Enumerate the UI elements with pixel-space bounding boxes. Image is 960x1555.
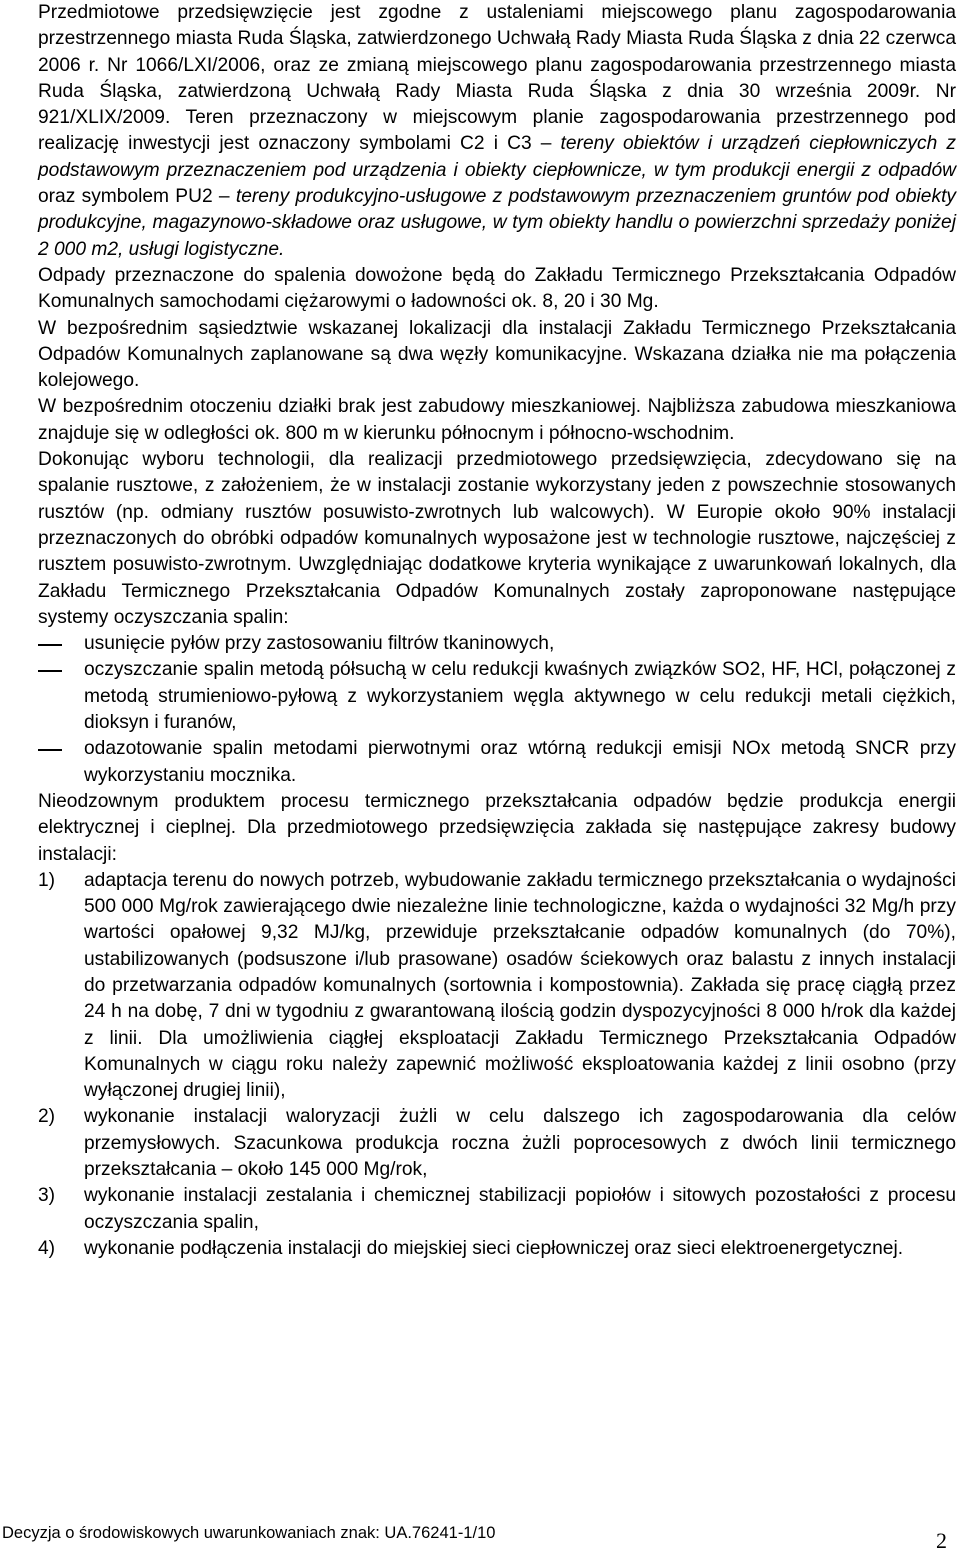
paragraph-residential-buildings: W bezpośrednim otoczeniu działki brak jest zabudowy mieszkaniowej. Najbliższa zabudowa mieszkaniowa znajduje się w odległości ok. 800 m w kierunku północnym i północno-wschodnim. [38,396,956,444]
dash-marker [38,644,62,646]
construction-scope-list [38,868,956,1262]
list-item [38,1183,956,1236]
decision-reference: Decyzja o środowiskowych uwarunkowaniach znak: UA.76241-1/10 [2,1524,496,1542]
dash-marker [38,670,62,672]
zoning-pu2-description: tereny produkcyjno-usługowe z podstawowym przeznaczeniem gruntów pod obiekty produkcyjne, magazynowo-składowe oraz usługowe, w tym obiekty handlu o powierzchni sprzedaży poniżej 2 000 m2, usługi logistyczne. [38,186,956,260]
list-item [38,631,956,657]
zoning-c2-c3-description: tereny obiektów i urządzeń ciepłowniczych z podstawowym przeznaczeniem pod urządzenia i obiekty ciepłownicze, w tym produkcji energii z odpadów [38,133,956,181]
list-item-number: 4) [38,1237,56,1259]
list-item-number: 1) [38,869,56,891]
page-number: 2 [936,1528,947,1553]
list-item-text: odazotowanie spalin metodami pierwotnymi oraz wtórną redukcji emisji NOx metodą SNCR przy wykorzystaniu mocznika. [84,738,956,786]
list-item-text: wykonanie instalacji zestalania i chemicznej stabilizacji popiołów i sitowych pozostałości z procesu oczyszczania spalin, [84,1185,956,1233]
dash-marker [38,749,62,751]
list-item-text: usunięcie pyłów przy zastosowaniu filtrów tkaninowych, [84,633,555,655]
paragraph-waste-delivery: Odpady przeznaczone do spalenia dowożone będą do Zakładu Termicznego Przekształcania Odpadów Komunalnych samochodami ciężarowymi o ładowności ok. 8, 20 i 30 Mg. [38,264,956,313]
list-item [38,657,956,736]
list-item [38,1104,956,1183]
paragraph-technology-choice: Dokonując wyboru technologii, dla realizacji przedmiotowego przedsięwzięcia, zdecydowano się na spalanie rusztowe, z założeniem, że w instalacji zostanie wykorzystany jeden z powszechnie stosowanych rusztów (np. odmiany rusztów posuwisto-zwrotnych lub walcowych). W Europie około 90% instalacji przeznaczonych do obróbki odpadów komunalnych wyposażone jest w technologie rusztowe, najczęściej z rusztem posuwisto-zwrotnym. Uwzględniając dodatkowe kryteria wynikające z uwarunkowań lokalnych, dla Zakładu Termicznego Przekształcania Odpadów Komunalnych zostały zaproponowane następujące systemy oczyszczania spalin: [38,449,956,628]
paragraph-zoning [38,0,956,263]
paragraph-zoning-text-3: oraz symbolem PU2 – [38,186,230,208]
list-item-text: oczyszczanie spalin metodą półsuchą w celu redukcji kwaśnych związków SO2, HF, HCl, połączonej z metodą strumieniowo-pyłową z wykorzystaniem węgla aktywnego w celu redukcji metali ciężkich, dioksyn i furanów, [84,659,956,734]
paragraph-transport-nodes: W bezpośrednim sąsiedztwie wskazanej lokalizacji dla instalacji Zakładu Termicznego Przekształcania Odpadów Komunalnych zaplanowane są dwa węzły komunikacyjne. Wskazana działka nie ma połączenia kolejowego. [38,317,956,392]
paragraph-zoning-text-2: Teren przeznaczony w miejscowym planie zagospodarowania przestrzennego pod realizację inwestycji jest oznaczony symbolami C2 i C3 – [38,107,956,155]
flue-gas-cleaning-list [38,631,956,789]
paragraph-zoning-text: Przedmiotowe przedsięwzięcie jest zgodne z ustaleniami miejscowego planu zagospodarowania przestrzennego miasta Ruda Śląska, zatwierdzonego Uchwałą Rady Miasta Ruda Śląska z dnia 22 czerwca 2006 r. Nr 1066/LXI/2006, oraz ze zmianą miejscowego planu zagospodarowania przestrzennego miasta Ruda Śląska, zatwierdzoną Uchwałą Rady Miasta Ruda Śląska z dnia 30 września 2009r. Nr 921/XLIX/2009. [38,2,956,129]
list-item-text: wykonanie instalacji waloryzacji żużli w celu dalszego ich zagospodarowania dla celów przemysłowych. Szacunkowa produkcja roczna żużli poprocesowych z dwóch linii termicznego przekształcania – około 145 000 Mg/rok, [84,1106,956,1181]
list-item [38,868,956,1105]
list-item [38,736,956,789]
document-page [38,0,956,1262]
paragraph-energy-production: Nieodzownym produktem procesu termicznego przekształcania odpadów będzie produkcja energii elektrycznej i cieplnej. Dla przedmiotowego przedsięwzięcia zakłada się następujące zakresy budowy instalacji: [38,790,956,865]
list-item-number: 2) [38,1106,56,1128]
list-item-text: adaptacja terenu do nowych potrzeb, wybudowanie zakładu termicznego przekształcania o wydajności 500 000 Mg/rok zawierającego dwie niezależne linie technologiczne, każda o wydajności 32 Mg/h przy wartości opałowej 9,32 MJ/kg, przewiduje przekształcanie odpadów komunalnych (do 70%), ustabilizowanych (podsuszone i/lub prasowane) osadów ściekowych oraz balastu z innych instalacji do przetwarzania odpadów komunalnych (sortownia i kompostownia). Zakłada się pracę ciągłą przez 24 h na dobę, 7 dni w tygodniu z gwarantowaną ilością godzin dyspozycyjności 8 000 h/rok dla każdej z linii. Dla umożliwienia ciągłej eksploatacji Zakładu Termicznego Przekształcania Odpadów Komunalnych w ciągu roku należy zapewnić możliwość eksploatowania każdej z linii osobno (przy wyłączonej drugiej linii), [84,869,956,1102]
list-item-text: wykonanie podłączenia instalacji do miejskiej sieci ciepłowniczej oraz sieci elektroenergetycznej. [84,1237,904,1259]
list-item-number: 3) [38,1185,56,1207]
list-item [38,1236,956,1262]
